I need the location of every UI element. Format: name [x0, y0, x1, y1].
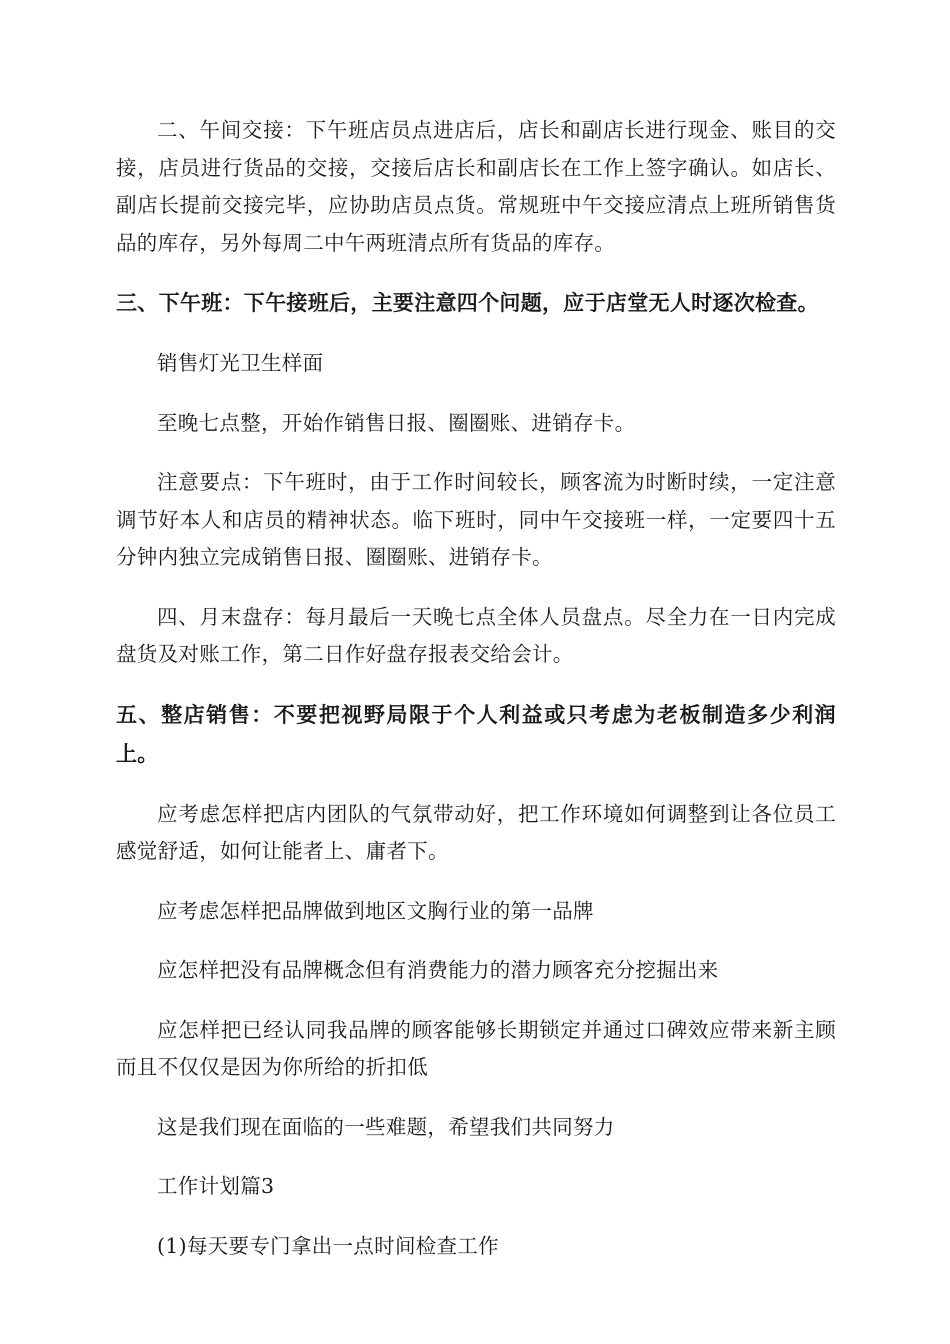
paragraph-plan-title: 工作计划篇3 — [157, 1174, 275, 1198]
document-page — [116, 112, 836, 1287]
paragraph-potential-customers: 应怎样把没有品牌概念但有消费能力的潜力顾客充分挖掘出来 — [157, 958, 719, 982]
paragraph-loyal-customers: 应怎样把已经认同我品牌的顾客能够长期锁定并通过口碑效应带来新主顾而且不仅仅是因为你所给的折扣低 — [116, 1017, 836, 1079]
heading-store-sales: 五、整店销售：不要把视野局限于个人利益或只考虑为老板制造多少利润上。 — [116, 702, 836, 766]
paragraph-challenges: 这是我们现在面临的一些难题，希望我们共同努力 — [157, 1114, 615, 1139]
paragraph-seven-oclock: 至晚七点整，开始作销售日报、圈圈账、进销存卡。 — [157, 410, 636, 435]
paragraph-daily-check: (1)每天要专门拿出一点时间检查工作 — [157, 1233, 499, 1258]
paragraph-first-brand: 应考虑怎样把品牌做到地区文胸行业的第一品牌 — [157, 898, 594, 923]
paragraph-key-points: 注意要点：下午班时，由于工作时间较长，顾客流为时断时续，一定注意调节好本人和店员的精神状态。临下班时，同中午交接班一样，一定要四十五分钟内独立完成销售日报、圈圈账、进销存卡。 — [116, 470, 836, 569]
heading-afternoon-shift: 三、下午班：下午接班后，主要注意四个问题，应于店堂无人时逐次检查。 — [116, 291, 819, 315]
paragraph-team-atmosphere: 应考虑怎样把店内团队的气氛带动好，把工作环境如何调整到让各位员工感觉舒适，如何让能者上、庸者下。 — [116, 801, 836, 863]
paragraph-month-end-inventory: 四、月末盘存：每月最后一天晚七点全体人员盘点。尽全力在一日内完成盘货及对账工作，第二日作好盘存报表交给会计。 — [116, 604, 836, 666]
paragraph-noon-handover: 二、午间交接：下午班店员点进店后，店长和副店长进行现金、账目的交接，店员进行货品的交接，交接后店长和副店长在工作上签字确认。如店长、副店长提前交接完毕，应协助店员点货。常规班中午交接应清点上班所销售货品的库存，另外每周二中午两班清点所有货品的库存。 — [116, 118, 836, 255]
paragraph-check-items: 销售灯光卫生样面 — [157, 351, 324, 375]
